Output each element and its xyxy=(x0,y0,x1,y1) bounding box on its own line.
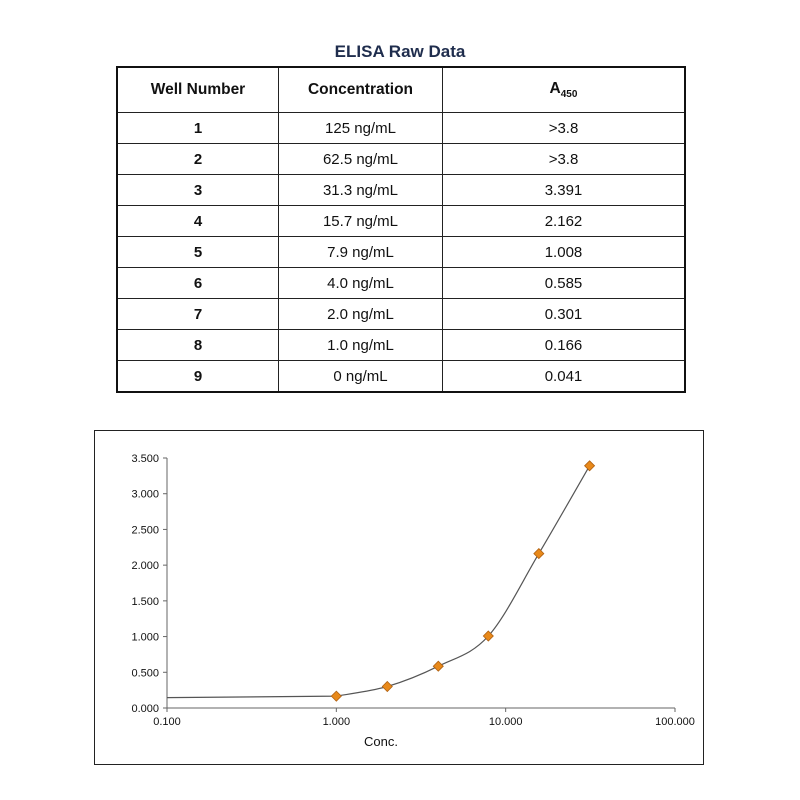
concentration-cell: 31.3 ng/mL xyxy=(279,175,443,206)
table-row xyxy=(117,206,685,237)
a450-cell: 0.585 xyxy=(443,268,686,299)
y-tick-label: 3.000 xyxy=(131,488,159,501)
table-title: ELISA Raw Data xyxy=(334,42,466,61)
table-header-row xyxy=(117,67,685,113)
a450-cell: 0.301 xyxy=(443,299,686,330)
a450-cell: 1.008 xyxy=(443,237,686,268)
y-tick-label: 3.500 xyxy=(131,453,159,465)
well-number-cell: 4 xyxy=(117,206,279,237)
a450-cell: 3.391 xyxy=(443,175,686,206)
data-point-marker xyxy=(382,682,392,692)
y-tick-label: 1.000 xyxy=(131,631,159,644)
table-row xyxy=(117,361,685,393)
well-number-cell: 3 xyxy=(117,175,279,206)
concentration-cell: 7.9 ng/mL xyxy=(279,237,443,268)
header-a450-subscript: 450 xyxy=(560,89,578,101)
x-axis-label: Conc. xyxy=(364,734,398,749)
y-tick-label: 1.500 xyxy=(131,595,159,608)
x-tick-label: 1.000 xyxy=(322,716,351,728)
table-row xyxy=(117,237,685,268)
y-axis-ticks xyxy=(131,453,167,715)
concentration-cell: 4.0 ng/mL xyxy=(279,268,443,299)
concentration-cell: 125 ng/mL xyxy=(279,113,443,144)
well-number-cell: 9 xyxy=(117,361,279,393)
a450-cell: 0.166 xyxy=(443,330,686,361)
concentration-cell: 62.5 ng/mL xyxy=(279,144,443,175)
a450-cell: 2.162 xyxy=(443,206,686,237)
table-row xyxy=(117,175,685,206)
y-tick-label: 0.000 xyxy=(131,703,159,715)
y-tick-label: 0.500 xyxy=(131,667,159,680)
table-row xyxy=(117,268,685,299)
well-number-cell: 8 xyxy=(117,330,279,361)
data-point-marker xyxy=(331,691,341,701)
data-point-marker xyxy=(585,461,595,471)
concentration-cell: 2.0 ng/mL xyxy=(279,299,443,330)
y-tick-label: 2.500 xyxy=(131,524,159,537)
a450-cell: 0.041 xyxy=(443,361,686,393)
well-number-cell: 1 xyxy=(117,113,279,144)
table-row xyxy=(117,113,685,144)
header-well-number: Well Number xyxy=(117,67,279,113)
concentration-cell: 0 ng/mL xyxy=(279,361,443,393)
x-tick-label: 10.000 xyxy=(488,716,523,728)
x-tick-label: 100.000 xyxy=(655,716,695,728)
data-point-marker xyxy=(433,661,443,671)
header-concentration: Concentration xyxy=(279,67,443,113)
standard-curve-chart xyxy=(94,430,704,765)
header-a450-letter: A xyxy=(549,79,561,97)
header-a450 xyxy=(443,67,686,113)
a450-cell: >3.8 xyxy=(443,113,686,144)
table-row xyxy=(117,330,685,361)
data-point-marker xyxy=(534,549,544,559)
concentration-cell: 15.7 ng/mL xyxy=(279,206,443,237)
elisa-data-table xyxy=(116,66,686,393)
y-tick-label: 2.000 xyxy=(131,560,159,573)
well-number-cell: 7 xyxy=(117,299,279,330)
well-number-cell: 5 xyxy=(117,237,279,268)
table-row xyxy=(117,144,685,175)
x-tick-label: 0.100 xyxy=(153,716,181,728)
well-number-cell: 6 xyxy=(117,268,279,299)
well-number-cell: 2 xyxy=(117,144,279,175)
chart-svg xyxy=(95,431,702,763)
x-axis-ticks xyxy=(153,708,695,728)
data-points xyxy=(331,461,594,701)
concentration-cell: 1.0 ng/mL xyxy=(279,330,443,361)
table-row xyxy=(117,299,685,330)
a450-cell: >3.8 xyxy=(443,144,686,175)
fit-curve-line xyxy=(167,466,590,698)
